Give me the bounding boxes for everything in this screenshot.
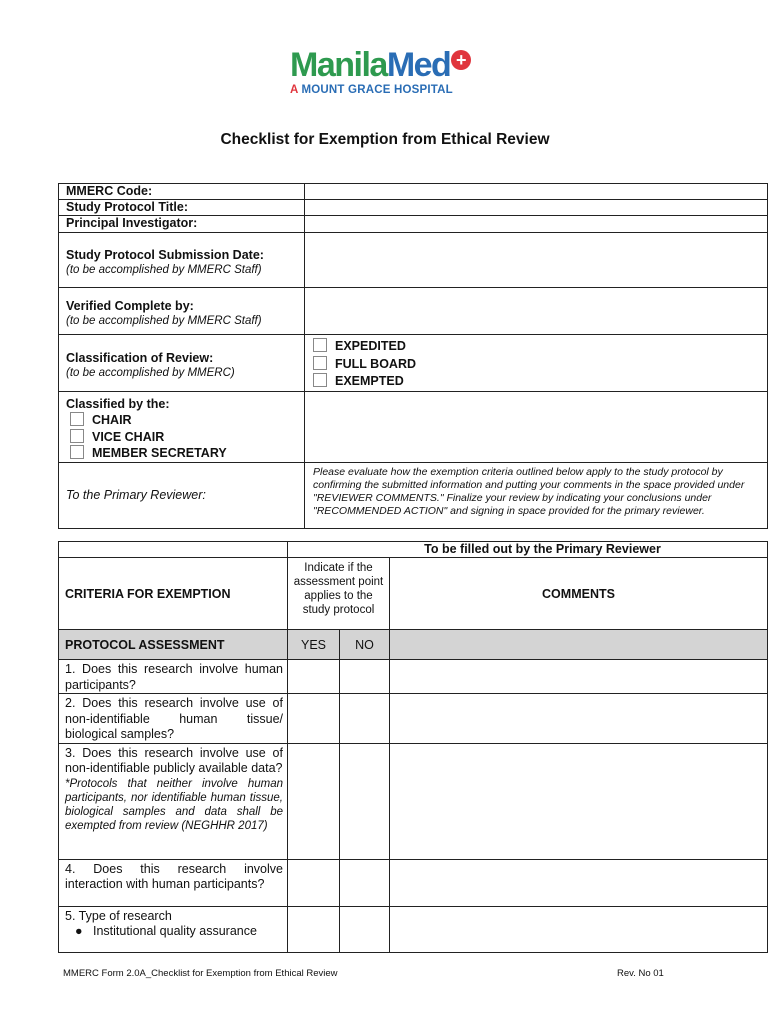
classified-by-cell bbox=[59, 391, 305, 462]
option-vice-chair[interactable]: VICE CHAIR bbox=[66, 429, 304, 446]
option-exempted[interactable]: EXEMPTED bbox=[313, 373, 767, 391]
submission-date-label: Study Protocol Submission Date: bbox=[66, 248, 264, 262]
verified-label: Verified Complete by: bbox=[66, 299, 194, 313]
indicate-header: Indicate if the assessment point applies to the study protocol bbox=[288, 558, 390, 630]
submission-date-field[interactable] bbox=[305, 233, 768, 288]
mmerc-code-label: MMERC Code: bbox=[59, 184, 305, 200]
question-3-cell bbox=[59, 743, 288, 859]
option-chair[interactable]: CHAIR bbox=[66, 412, 304, 429]
protocol-assessment-header: PROTOCOL ASSESSMENT bbox=[59, 630, 288, 660]
medical-cross-icon: + bbox=[451, 50, 471, 70]
option-expedited[interactable]: EXPEDITED bbox=[313, 338, 767, 356]
q3-no-cell[interactable] bbox=[340, 743, 390, 859]
classified-by-field[interactable] bbox=[305, 391, 768, 462]
classification-cell bbox=[59, 335, 305, 392]
yes-header: YES bbox=[288, 630, 340, 660]
question-2: 2. Does this research involve use of non-identifiable human tissue/ biological samples? bbox=[59, 694, 288, 744]
study-title-label: Study Protocol Title: bbox=[59, 200, 305, 216]
comments-header: COMMENTS bbox=[390, 558, 768, 630]
submission-date-note: (to be accomplished by MMERC Staff) bbox=[66, 264, 262, 276]
submission-date-cell bbox=[59, 233, 305, 288]
q1-comments-cell[interactable] bbox=[390, 660, 768, 694]
q4-no-cell[interactable] bbox=[340, 859, 390, 906]
question-5-cell bbox=[59, 906, 288, 952]
footer-revision: Rev. No 01 bbox=[617, 968, 664, 979]
study-title-field[interactable] bbox=[305, 200, 768, 216]
question-5-bullet: ● Institutional quality assurance bbox=[75, 924, 257, 938]
mmerc-code-field[interactable] bbox=[305, 184, 768, 200]
q3-yes-cell[interactable] bbox=[288, 743, 340, 859]
logo-wordmark: ManilaMed + bbox=[290, 48, 500, 82]
option-full-board[interactable]: FULL BOARD bbox=[313, 356, 767, 374]
q4-comments-cell[interactable] bbox=[390, 859, 768, 906]
q5-yes-cell[interactable] bbox=[288, 906, 340, 952]
q3-comments-cell[interactable] bbox=[390, 743, 768, 859]
criteria-header: CRITERIA FOR EXEMPTION bbox=[59, 558, 288, 630]
question-1: 1. Does this research involve human participants? bbox=[59, 660, 288, 694]
checkbox[interactable] bbox=[313, 356, 327, 370]
protocol-info-table bbox=[58, 183, 768, 529]
reviewer-instructions: Please evaluate how the exemption criteria outlined below apply to the study protocol by confirming the submitted information and putting your comments in the space provided under "REVIEWER COMMENTS." Finalize your review by indicating your conclusions under "RECOMMENDED ACTION" and signing in space provided for the primary reviewer. bbox=[305, 462, 768, 528]
principal-investigator-field[interactable] bbox=[305, 216, 768, 233]
q4-yes-cell[interactable] bbox=[288, 859, 340, 906]
question-3: 3. Does this research involve use of non-identifiable publicly available data? bbox=[65, 745, 283, 775]
review-options bbox=[305, 335, 768, 392]
checkbox[interactable] bbox=[313, 373, 327, 387]
bullet-icon: ● bbox=[75, 924, 93, 938]
hospital-logo bbox=[290, 48, 500, 104]
primary-reviewer-label: To the Primary Reviewer: bbox=[59, 462, 305, 528]
verified-field[interactable] bbox=[305, 288, 768, 335]
page-title: Checklist for Exemption from Ethical Review bbox=[220, 131, 550, 148]
question-5: 5. Type of research bbox=[65, 908, 172, 923]
question-4: 4. Does this research involve interaction with human participants? bbox=[59, 859, 288, 906]
verified-note: (to be accomplished by MMERC Staff) bbox=[66, 315, 262, 327]
question-3-note: *Protocols that neither involve human participants, nor identifiable human tissue, biological samples and data shall be exempted from review (NEGHHR 2017) bbox=[65, 777, 283, 832]
classified-by-label: Classified by the: bbox=[66, 396, 170, 411]
checkbox[interactable] bbox=[70, 412, 84, 426]
no-header: NO bbox=[340, 630, 390, 660]
verified-cell bbox=[59, 288, 305, 335]
q2-yes-cell[interactable] bbox=[288, 694, 340, 744]
q2-comments-cell[interactable] bbox=[390, 694, 768, 744]
option-member-secretary[interactable]: MEMBER SECRETARY bbox=[66, 445, 304, 462]
classification-note: (to be accomplished by MMERC) bbox=[66, 367, 235, 379]
footer-form-name: MMERC Form 2.0A_Checklist for Exemption from Ethical Review bbox=[63, 968, 338, 979]
q1-yes-cell[interactable] bbox=[288, 660, 340, 694]
q2-no-cell[interactable] bbox=[340, 694, 390, 744]
principal-investigator-label: Principal Investigator: bbox=[59, 216, 305, 233]
checkbox[interactable] bbox=[313, 338, 327, 352]
criteria-table bbox=[58, 541, 768, 953]
q1-no-cell[interactable] bbox=[340, 660, 390, 694]
q5-no-cell[interactable] bbox=[340, 906, 390, 952]
logo-subtitle: A MOUNT GRACE HOSPITAL bbox=[290, 84, 453, 96]
q5-comments-cell[interactable] bbox=[390, 906, 768, 952]
checkbox[interactable] bbox=[70, 445, 84, 459]
checkbox[interactable] bbox=[70, 429, 84, 443]
classification-label: Classification of Review: bbox=[66, 351, 214, 365]
filled-by-header: To be filled out by the Primary Reviewer bbox=[288, 542, 768, 558]
